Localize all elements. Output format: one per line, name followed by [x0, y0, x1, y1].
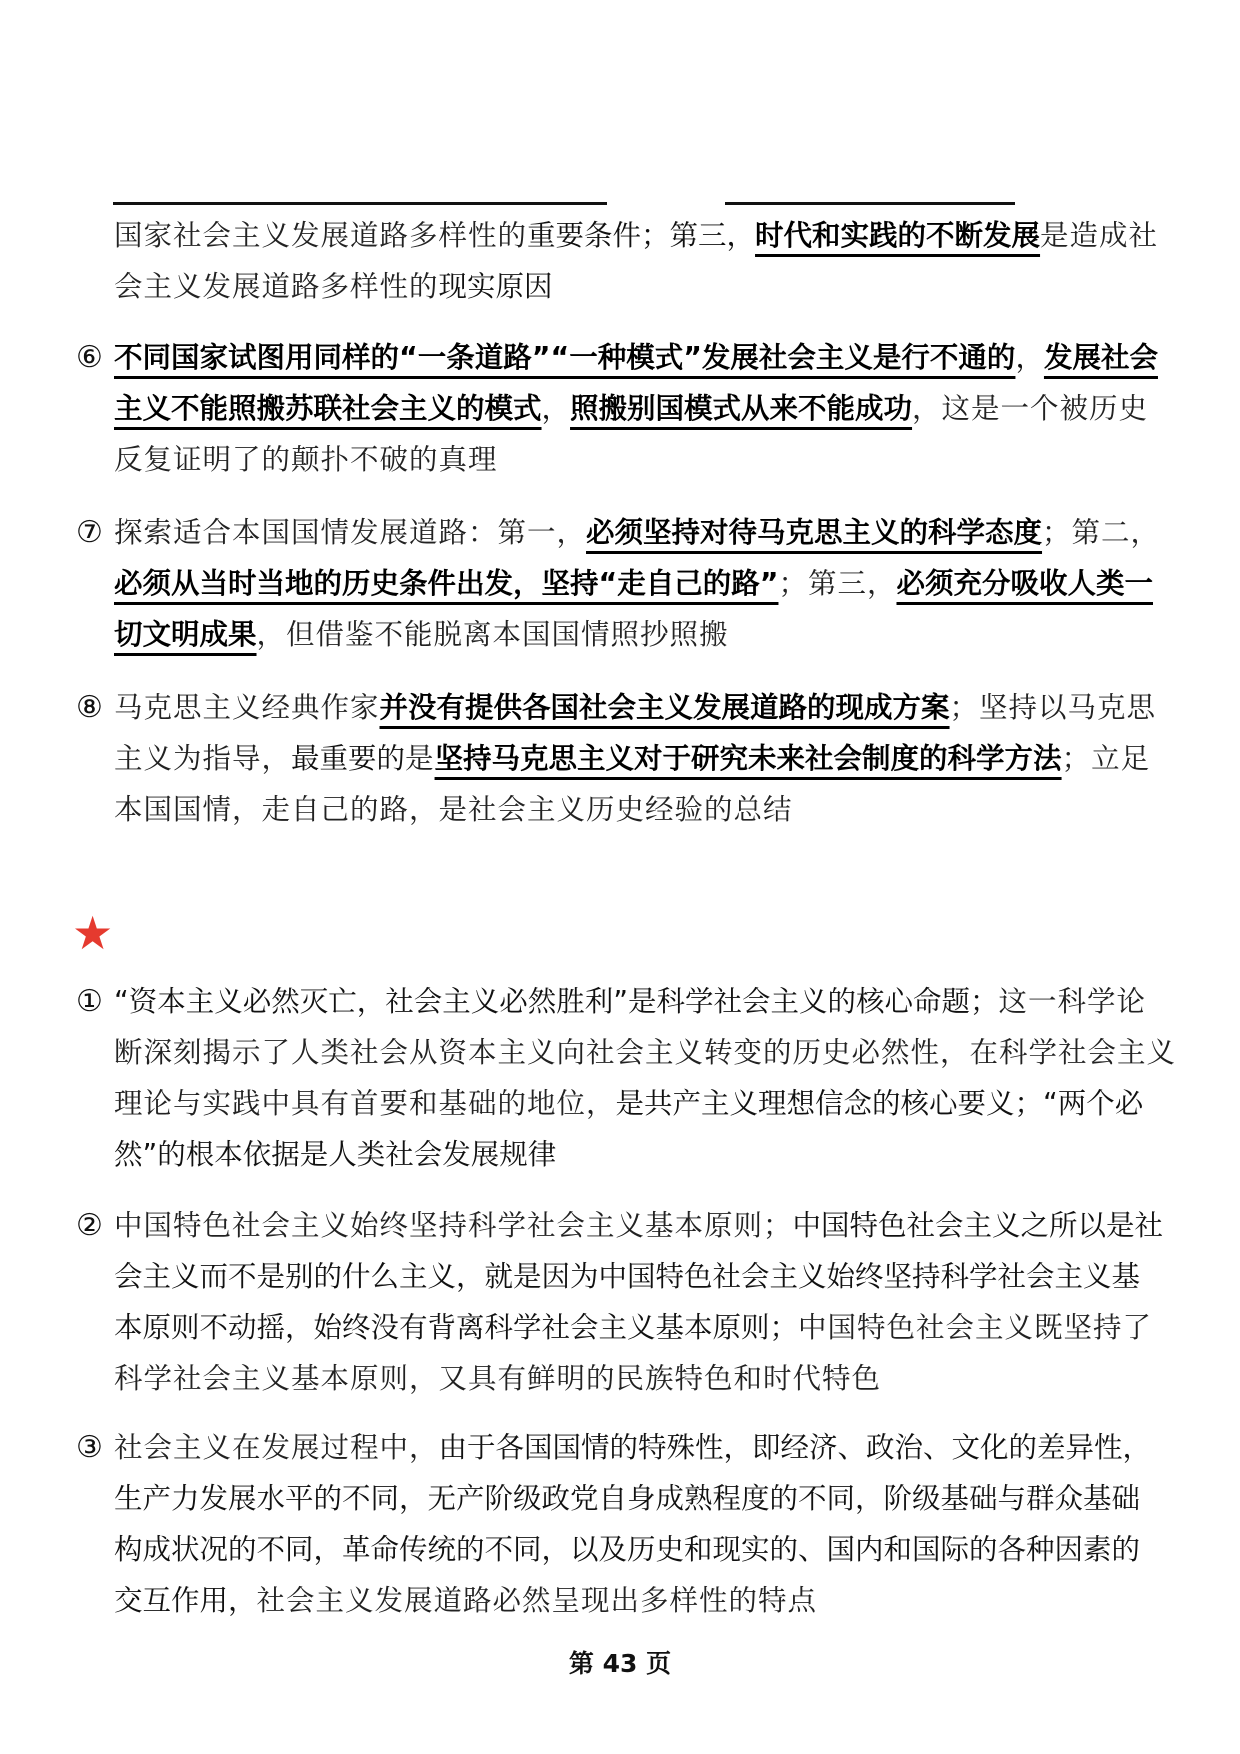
text-segment: ，这是一个被历史: [912, 392, 1149, 425]
text-segment: 这一科学论: [998, 985, 1147, 1018]
key-point-underlined: 坚持马克思主义对于研究未来社会制度的科学方法: [434, 742, 1062, 775]
text-line: [114, 1353, 1176, 1404]
text-segment: ；坚持以马克思: [949, 691, 1157, 724]
text-line: [114, 1575, 1176, 1626]
text-segment: “资本主义必然灭亡，社会主义必然胜利”是科学社会主义的核心命题；: [114, 985, 999, 1018]
page-number: 第 43 页: [568, 1649, 672, 1678]
text-segment: 是共产主义理想信念的核心要义；“两个必: [615, 1087, 1144, 1120]
item-number: ③: [76, 1430, 103, 1465]
star-icon: ★: [72, 906, 114, 960]
text-segment: 中国特色社会主义既坚持了: [798, 1311, 1153, 1344]
text-segment: 生产力发展水平的不同，无产阶级政党自身成熟程度的不同，阶级基础与群众基础: [114, 1482, 1141, 1515]
text-segment: 中国特色社会主义始终坚持科学社会主义基本原则；: [114, 1209, 793, 1242]
top-underline-left: [113, 202, 607, 205]
list-item-1: [76, 976, 1176, 1180]
text-line: [114, 1251, 1176, 1302]
item-number: ⑧: [76, 690, 103, 725]
list-item-2: [76, 1200, 1176, 1404]
text-line: [114, 1524, 1176, 1575]
text-segment: 主义为指导，: [114, 742, 292, 775]
text-segment: 现实原因: [438, 270, 553, 303]
text-line: [114, 1473, 1176, 1524]
text-segment: 构成状况的不同，革命传统的不同，以及历史和现实的、国内和国际的各种因素的: [114, 1533, 1141, 1566]
text-segment: 会主义发展道路多样性的: [114, 270, 439, 303]
text-line: [114, 682, 1176, 733]
key-point-underlined: 照搬别国模式从来不能成功: [570, 392, 913, 425]
key-point-underlined: 发展社会: [1043, 341, 1158, 374]
item-number: ②: [76, 1208, 103, 1243]
text-segment: 探索适合本国国情发展道路：第一，: [114, 516, 587, 549]
text-line: [114, 558, 1176, 609]
text-line: [114, 383, 1176, 434]
key-point-underlined: 必须充分吸收人类一: [896, 567, 1153, 600]
text-line: [114, 1078, 1176, 1129]
text-segment: 科学社会主义基本原则，又具有鲜明的民族特色和时代特色: [114, 1362, 882, 1395]
list-item-7: [76, 507, 1176, 660]
top-underline-right: [725, 202, 1015, 205]
text-segment: 本原则不动摇，始终没有背离科学社会主义基本原则；: [114, 1311, 799, 1344]
list-item-3: [76, 1422, 1176, 1626]
text-line: [114, 784, 1176, 835]
key-point-underlined: 必须从当时当地的历史条件出发，坚持“走自己的路”: [114, 567, 779, 600]
text-segment: 然”的根本依据是人类社会发展规律: [114, 1138, 557, 1171]
key-point-underlined: 切文明成果: [114, 618, 257, 651]
key-point-underlined: 不同国家试图用同样的“一条道路”“一种模式”发展社会主义是行不通的: [114, 341, 1016, 374]
text-segment: 本国国情，走自己的路，是社会主义历史经验的总结: [114, 793, 793, 826]
text-segment: 交互作用，: [114, 1584, 257, 1617]
text-line: [114, 1027, 1176, 1078]
text-line: [114, 261, 1176, 312]
text-segment: 断深刻揭示了人类社会从资本主义向社会主义转变的历史必然性，在科学社会主义: [114, 1036, 1177, 1069]
text-line: [114, 733, 1176, 784]
text-segment: 重要条件；第三，: [527, 219, 756, 252]
text-line: [114, 1200, 1176, 1251]
item-number: ⑥: [76, 340, 103, 375]
text-segment: 是造成社: [1040, 219, 1159, 252]
text-segment: 国家社会主义发展道路多样性的: [114, 219, 528, 252]
text-segment: 社会主义在发展过程中，: [114, 1431, 439, 1464]
text-line: [114, 1422, 1176, 1473]
text-segment: 马克思主义经典作家: [114, 691, 380, 724]
text-line: [114, 976, 1176, 1027]
text-segment: ，: [1015, 341, 1044, 374]
text-line: [114, 507, 1176, 558]
text-segment: ；第二，: [1042, 516, 1161, 549]
key-point-underlined: 主义不能照搬苏联社会主义的模式: [114, 392, 542, 425]
text-segment: ；第三，: [778, 567, 897, 600]
text-line: [114, 1129, 1176, 1180]
text-segment: ；立足: [1061, 742, 1151, 775]
text-segment: 社会主义发展道路必然呈现出多样性的特点: [256, 1584, 818, 1617]
text-segment: 最重要的: [291, 742, 406, 775]
text-line: [114, 609, 1176, 660]
item-number: ⑦: [76, 515, 103, 550]
list-item-8: [76, 682, 1176, 835]
key-point-underlined: 并没有提供各国社会主义发展道路的现成方案: [379, 691, 950, 724]
text-segment: 是: [405, 742, 435, 775]
text-segment: 由于各国国情的特殊性，即经济、政治、文化的差异性，: [438, 1431, 1152, 1464]
text-segment: ，但借鉴不能脱离本国国情照抄照搬: [256, 618, 729, 651]
key-point-underlined: 必须坚持对待马克思主义的科学态度: [586, 516, 1043, 549]
text-line: [114, 1302, 1176, 1353]
text-line: [114, 332, 1176, 383]
intro-paragraph: [76, 210, 1176, 312]
text-segment: ，: [541, 392, 571, 425]
text-line: [114, 210, 1176, 261]
item-number: ①: [76, 984, 103, 1019]
text-segment: 理论与实践中具有首要和基础的地位，: [114, 1087, 616, 1120]
key-point-underlined: 时代和实践的不断发展: [755, 219, 1041, 252]
text-segment: 中国特色社会主义之所以是社: [792, 1209, 1164, 1242]
text-line: [114, 434, 1176, 485]
text-segment: 会主义而不是别的什么主义，就是因为中国特色社会主义始终坚持科学社会主义基: [114, 1260, 1141, 1293]
list-item-6: [76, 332, 1176, 485]
text-segment: 反复证明了的颠扑不破的真理: [114, 443, 498, 476]
